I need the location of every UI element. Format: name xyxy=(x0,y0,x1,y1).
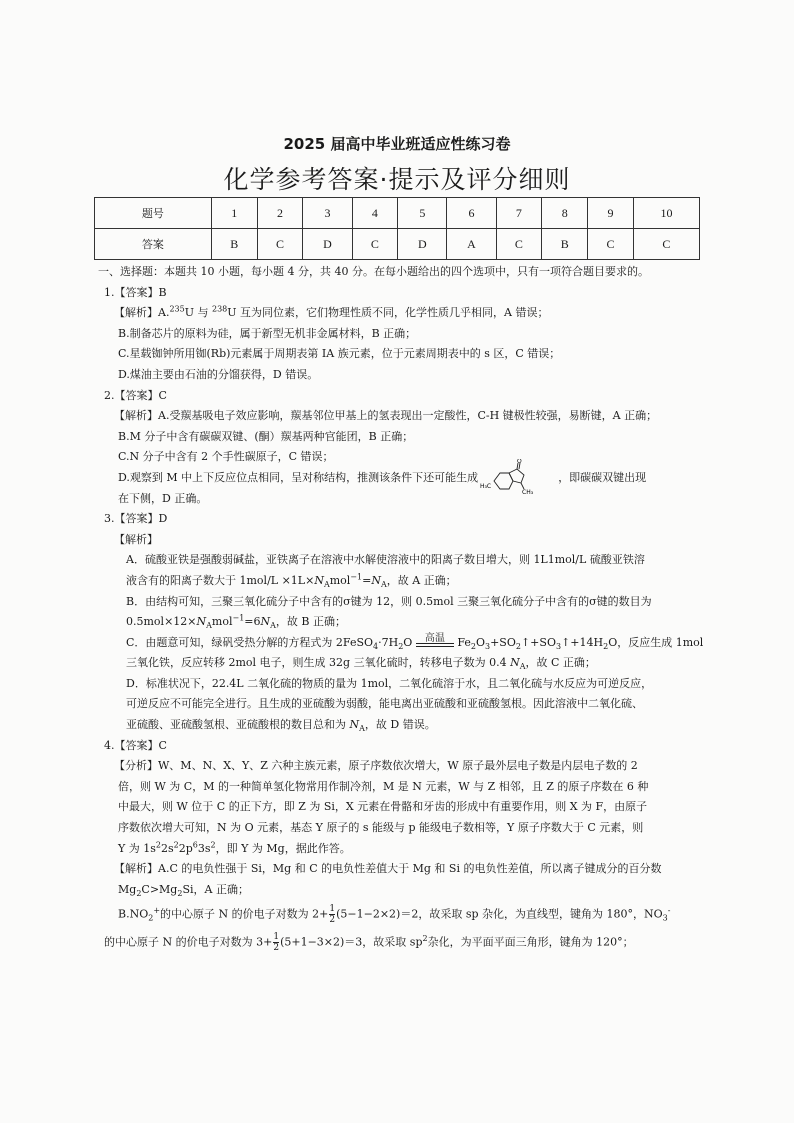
answer-cell: D xyxy=(398,229,447,260)
question-number: 10 xyxy=(633,198,699,229)
answer-table xyxy=(94,197,700,260)
q4-analysis-cont: 序数依次增大可知，N 为 O 元素，基态 Y 原子的 s 能级与 p 能级电子数相等，Y 原子序数大于 C 元素，则 xyxy=(118,821,644,835)
q3-option-a: A．硫酸亚铁是强酸弱碱盐，亚铁离子在溶液中水解使溶液中的阳离子数目增大，则 1L1mol/L 硫酸亚铁溶 xyxy=(126,553,645,567)
question-number: 3 xyxy=(303,198,352,229)
answer-header: 答案 xyxy=(95,229,212,260)
q3-option-d: D．标准状况下，22.4L 二氧化硫的物质的量为 1mol，二氧化硫溶于水，且二氧化硫与水反应为可逆反应， xyxy=(126,676,653,690)
q3-option-c: C．由题意可知，绿矾受热分解的方程式为 $2FeSO_4\cdot 7H_2O$ 高温 $Fe_2O_3+SO_2↑+SO_3↑+14H_2O$，反应生成 1mol xyxy=(126,632,704,651)
q4-answer: 4.【答案】C xyxy=(104,738,167,752)
methyl-label-left: H₃C xyxy=(480,482,492,490)
q4-analysis-cont: Y 为 $1s^22s^22p^63s^2$，即 Y 为 Mg，据此作答。 xyxy=(118,839,351,855)
answer-cell: B xyxy=(211,229,257,260)
q4-analysis-cont: 倍，则 W 为 C，M 的一种简单氢化物常用作制冷剂，M 是 N 元素，W 与 Z 相邻，且 Z 的原子序数在 6 种 xyxy=(118,779,649,793)
q4-option-a: 【解析】A.C 的电负性强于 Si，Mg 和 C 的电负性差值大于 Mg 和 Si 的电负性差值，所以离子键成分的百分数 xyxy=(114,862,662,876)
question-number: 1 xyxy=(211,198,257,229)
answer-row xyxy=(95,229,700,260)
answer-cell: D xyxy=(303,229,352,260)
question-number: 7 xyxy=(496,198,542,229)
question-number-row xyxy=(95,198,700,229)
question-number: 4 xyxy=(352,198,398,229)
q3-option-d-cont2: 亚硫酸、亚硫酸氢根、亚硫酸根的数目总和为 $N_A$，故 D 错误。 xyxy=(126,718,436,734)
q2-option-d-cont: 在下侧，D 正确。 xyxy=(118,491,208,505)
q3-option-b-cont: $0.5mol\times 12\times N_Amol^{-1}=6N_A$，故 B 正确； xyxy=(126,613,346,631)
half-fraction: $\frac{1}{2}$ xyxy=(329,904,336,926)
question-number: 2 xyxy=(257,198,303,229)
q4-analysis-cont: 中最大，则 W 位于 C 的正下方，即 Z 为 Si，X 元素在骨骼和牙齿的形成中有重要作用，则 X 为 F，由原子 xyxy=(118,800,648,814)
answer-cell: C xyxy=(633,229,699,260)
answer-cell: C xyxy=(352,229,398,260)
q3-tag: 【解析】 xyxy=(114,532,158,546)
answer-cell: A xyxy=(447,229,496,260)
q2-answer: 2.【答案】C xyxy=(104,388,167,402)
question-number: 9 xyxy=(588,198,634,229)
exam-title: 2025 届高中毕业班适应性练习卷 xyxy=(283,135,511,153)
answer-key-title: 化学参考答案·提示及评分细则 xyxy=(223,165,571,194)
q2-option-a: 【解析】A.受羰基吸电子效应影响，羰基邻位甲基上的氢表现出一定酸性，C-H 键极性较强，易断键，A 正确； xyxy=(114,409,658,423)
methyl-label-right: CH₃ xyxy=(522,488,534,495)
q1-option-d: D.煤油主要由石油的分馏获得，D 错误。 xyxy=(118,367,319,381)
question-number: 6 xyxy=(447,198,496,229)
q1-answer: 1.【答案】B xyxy=(104,285,167,299)
answer-cell: B xyxy=(542,229,588,260)
q2-option-d: D.观察到 M 中上下反应位点相同，呈对称结构，推测该条件下还可能生成 H₃C O CH₃ ，即碳碳双键出现 xyxy=(118,458,647,495)
high-temp-condition: 高温 xyxy=(416,639,454,649)
question-number: 5 xyxy=(398,198,447,229)
q3-option-b: B．由结构可知，三聚三氧化硫分子中含有的σ键为 12，则 0.5mol 三聚三氧化硫分子中含有的σ键的数目为 xyxy=(126,594,652,608)
q3-answer: 3.【答案】D xyxy=(104,512,168,526)
q4-option-b: $B.NO_2^+$的中心原子 N 的价电子对数为 2+ $\frac{1}{2}$ (5−1−2×2)＝2，故采取 sp 杂化，为直线型，键角为 180°，$NO_3^-$ xyxy=(118,904,671,926)
q3-option-d-cont1: 可逆反应不可能完全进行。且生成的亚硫酸为弱酸，能电离出亚硫酸和亚硫酸氢根。因此溶液中二氧化硫、 xyxy=(126,697,643,711)
q4-analysis: 【分析】W、M、N、X、Y、Z 六种主族元素，原子序数依次增大，W 原子最外层电子数是内层电子数的 2 xyxy=(114,759,638,773)
q1-option-a: 【解析】A.$^{235}$U 与 $^{238}$U 互为同位素，它们物理性质不同，化学性质几乎相同，A 错误； xyxy=(114,304,549,320)
q1-option-c: C.星载铷钟所用铷(Rb)元素属于周期表第 IA 族元素，位于元素周期表中的 s 区，C 错误； xyxy=(118,347,561,361)
q4-option-b-cont: 的中心原子 N 的价电子对数为 3+ $\frac{1}{2}$ (5+1−3×2)＝3，故采取 $sp^2$杂化，为平面平面三角形，键角为 120°； xyxy=(104,931,634,953)
q2-option-b: B.M 分子中含有碳碳双键、(酮）羰基两种官能团，B 正确； xyxy=(118,429,414,443)
q3-option-c-cont: 三氧化铁，反应转移 2mol 电子，则生成 32g 三氧化硫时，转移电子数为 0.4 $N_A$，故 C 正确； xyxy=(126,656,596,672)
q4-option-a-cont: $Mg_2C>Mg_2Si$，A 正确； xyxy=(118,882,249,898)
answer-cell: C xyxy=(588,229,634,260)
q1-option-b: B.制备芯片的原料为硅，属于新型无机非金属材料，B 正确； xyxy=(118,326,417,340)
explanations xyxy=(98,262,708,953)
question-number: 8 xyxy=(542,198,588,229)
oxygen-label: O xyxy=(517,458,522,465)
q2-option-c: C.N 分子中含有 2 个手性碳原子，C 错误； xyxy=(118,450,334,464)
molecule-structure-image xyxy=(480,459,556,495)
answer-cell: C xyxy=(257,229,303,260)
section-intro: 一、选择题：本题共 10 小题，每小题 4 分，共 40 分。在每小题给出的四个选项中，只有一项符合题目要求的。 xyxy=(98,265,649,278)
q3-option-a-cont: 液含有的阳离子数大于 $1mol/L \times 1L\times N_Amol^{-1}=N_A$，故 A 正确； xyxy=(126,572,457,590)
question-number-header: 题号 xyxy=(95,198,212,229)
answer-cell: C xyxy=(496,229,542,260)
half-fraction: $\frac{1}{2}$ xyxy=(273,931,280,953)
